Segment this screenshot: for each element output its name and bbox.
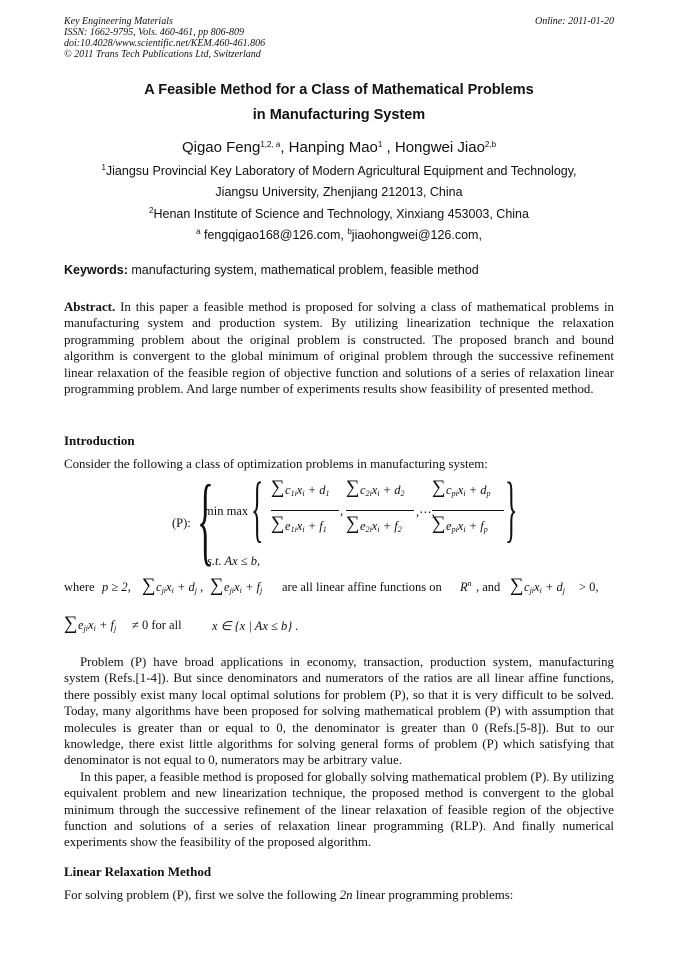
affiliation-sup: 2 <box>149 206 154 215</box>
author-emails <box>64 228 614 242</box>
section-heading-linear-relaxation: Linear Relaxation Method <box>64 864 212 879</box>
author-list <box>64 139 614 156</box>
feasible-set: x ∈ {x | Ax ≤ b} . <box>212 619 299 633</box>
affiliation-1-line2: Jiangsu University, Zhenjiang 212013, China <box>215 185 463 199</box>
intro-paragraph-2: In this paper, a feasible method is proposed for globally solving mathematical problem (P). By utilizing equivalent problem and new linearization technique, the proposed method is convergent to the global minimum through the successive refinement of the linear relaxation of feasible region of the objective function and solutions of a series of relaxation linear programming (RLP). And finally numerical experiments show the feasibility of the proposed algorithm. <box>64 769 614 850</box>
ratio-p: ∑ $c_{pi}x_i + d_p$ ∑ $e_{pi}x_i + f_p$ <box>432 478 504 536</box>
where-word: where <box>64 580 95 594</box>
copyright-line: © 2011 Trans Tech Publications Ltd, Switzerland <box>64 49 261 60</box>
abstract-label: Abstract. <box>64 300 116 314</box>
author-sup: 2,b <box>484 140 497 149</box>
keywords-label: Keywords: <box>64 263 128 277</box>
affiliation-text: Henan Institute of Science and Technology, Xinxiang 453003, China <box>153 207 529 221</box>
space-letter: R <box>460 580 468 594</box>
keywords <box>64 263 479 277</box>
paper-title-line2: in Manufacturing System <box>252 107 426 123</box>
problem-p-equation: (P): { min max { ∑ $c_{1i}x_i + d_1$ ∑ $e_{1i}x_i + f_1$ , ∑ $c_{2i}x_i + d_2$ ∑ $e_{2i}x_i + f_2$ ,⋯, ∑ $c_{pi}x_i + d_p$ ∑ $e_{pi}x_i + f_p$ } s.t. Ax ≤ b, <box>172 464 518 575</box>
affiliation-text: Jiangsu Provincial Key Laboratory of Modern Agricultural Equipment and Technology, <box>105 164 577 178</box>
where-and: , and <box>476 580 501 594</box>
where-line: where p ≥ 2, ∑ $c_{ji}x_i + d_j$ , ∑ $e_{ji}x_i + f_j$ are all linear affine functions on $R^n$ , and ∑ $c_{ji}x_i + d_j$ > 0, <box>64 575 599 596</box>
nonzero-text: ≠ 0 for all <box>132 618 182 632</box>
doi-line: doi:10.4028/www.scientific.net/KEM.460-461.806 <box>64 38 266 49</box>
keywords-text: manufacturing system, mathematical problem, feasible method <box>127 263 479 277</box>
where-text: are all linear affine functions on <box>282 580 442 594</box>
journal-name: Key Engineering Materials <box>64 16 173 27</box>
paper-title-line1: A Feasible Method for a Class of Mathematical Problems <box>144 82 534 98</box>
abstract <box>64 299 614 397</box>
minmax-operator: min max <box>204 504 249 518</box>
lr-math: 2n <box>339 888 353 902</box>
author-name: Qigao Feng <box>181 139 261 156</box>
where-gt: > 0, <box>579 580 599 594</box>
author-sup: 1 <box>377 140 383 149</box>
constraint: s.t. Ax ≤ b, <box>207 554 261 568</box>
linear-relaxation-lead <box>64 887 614 903</box>
email-text: jiaohongwei@126.com, <box>351 228 482 242</box>
nonzero-condition: ∑ $e_{ji}x_i + f_j$ ≠ 0 for all x ∈ {x | Ax ≤ b} . <box>64 613 299 634</box>
ratio-1: ∑ $c_{1i}x_i + d_1$ ∑ $e_{1i}x_i + f_1$ <box>271 478 339 536</box>
email-sup: b <box>347 227 352 236</box>
section-heading-introduction: Introduction <box>64 433 135 448</box>
where-condition: p ≥ 2, <box>102 580 131 594</box>
intro-lead: Consider the following a class of optimization problems in manufacturing system: <box>64 457 488 471</box>
email-sup: a <box>196 227 201 236</box>
intro-paragraphs <box>64 654 614 851</box>
ratio-2: ∑ $c_{2i}x_i + d_2$ ∑ $e_{2i}x_i + f_2$ <box>346 478 414 536</box>
lr-text: linear programming problems: <box>355 888 514 902</box>
space-symbol <box>460 580 472 595</box>
journal-header <box>64 16 265 60</box>
affiliation-sup: 1 <box>101 163 106 172</box>
affiliation-2 <box>64 207 614 221</box>
author-name: , Hongwei Jiao <box>382 139 485 156</box>
author-sup: 1,2, a <box>260 140 281 149</box>
issn-line: ISSN: 1662-9795, Vols. 460-461, pp 806-809 <box>64 27 244 38</box>
email-text: fengqigao168@126.com, <box>200 228 348 242</box>
space-sup: n <box>467 579 472 588</box>
abstract-text: In this paper a feasible method is proposed for solving a class of mathematical problems in manufacturing system and production system. By utilizing linearization technique the relaxation programming problem about the original problem is constructed. The proposed branch and bound algorithm is convergent to the global minimum of original problem through the successive refinement linear relaxation of the feasible region of objective function and solutions of a series of relaxation linear programming problem. And large number of experiments results show feasibility of presented method. <box>64 300 614 397</box>
problem-label: (P): <box>172 516 191 530</box>
author-name: , Hanping Mao <box>280 139 378 156</box>
online-date: Online: 2011-01-20 <box>535 16 614 27</box>
lr-text: For solving problem (P), first we solve the following <box>64 888 337 902</box>
inner-left-brace: { <box>251 468 264 550</box>
intro-paragraph-1: Problem (P) have broad applications in economy, transaction, production system, manufacturing system (Refs.[1-4]). But since denominators and numerators of the ratios are all linear affine functions, there possibly exist many local optimal solutions for problem (P), so that it is very difficult to be solved. Today, many algorithms have been proposed for solving mathematical problem (P) with assumption that molecules is greater than or equal to 0, the denominator is greater than 0 (Refs.[5-8]). But to our knowledge, there exist little algorithms for solving general forms of problem (P) which satisfying that denominator is not equal to 0, numerators may be arbitrary value. <box>64 655 614 768</box>
left-brace: { <box>197 464 214 575</box>
affiliation-1-line1 <box>64 164 614 178</box>
inner-right-brace: } <box>505 468 518 550</box>
